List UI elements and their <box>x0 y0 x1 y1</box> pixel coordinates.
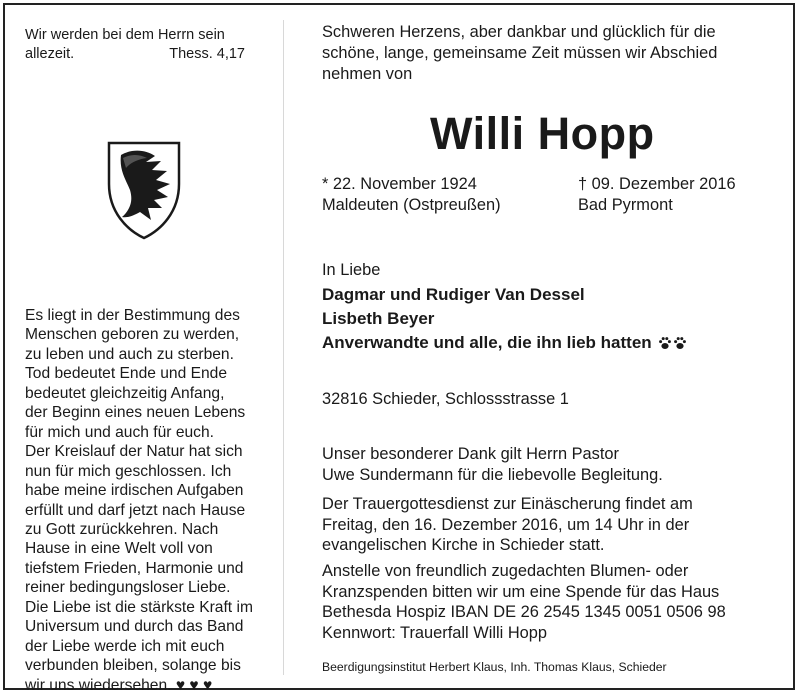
verse-line-1: Wir werden bei dem Herrn sein <box>25 27 225 43</box>
poem-line: erfüllt und darf jetzt nach Hause <box>25 501 246 519</box>
poem-line: Es liegt in der Bestimmung des <box>25 307 240 324</box>
poem-line: Die Liebe ist die stärkste Kraft im <box>25 598 253 616</box>
poem-line: verbunden bleiben, solange bis <box>25 657 241 675</box>
mourner-line: Anverwandte und alle, die ihn lieb hatten <box>322 333 652 352</box>
intro-line: Schweren Herzens, aber dankbar und glücklich für die <box>322 23 716 41</box>
bible-verse <box>25 26 275 64</box>
poem-line: zu leben und auch zu sterben. <box>25 345 234 363</box>
intro-text <box>322 22 782 85</box>
service-line: evangelischen Kirche in Schieder statt. <box>322 536 605 554</box>
mourner-line: Lisbeth Beyer <box>322 309 435 328</box>
service-line: Der Trauergottesdienst zur Einäscherung findet am <box>322 495 693 513</box>
poem-line: tiefstem Frieden, Harmonie und <box>25 559 244 577</box>
poem-line: Hause in eine Welt voll von <box>25 540 213 558</box>
birth-date: * 22. November 1924 <box>322 175 477 193</box>
donation-line: Anstelle von freundlich zugedachten Blumen- oder <box>322 562 689 580</box>
funeral-service-text <box>322 494 693 556</box>
mourner-line-with-paws <box>322 331 688 355</box>
thanks-line: Unser besonderer Dank gilt Herrn Pastor <box>322 445 619 463</box>
thanks-line: Uwe Sundermann für die liebevolle Begleitung. <box>322 465 663 484</box>
poem-line: wir uns wiedersehen. ♥ ♥ ♥ <box>25 676 213 694</box>
poem-line: der Liebe werde ich mit euch <box>25 637 225 655</box>
poem-line: habe meine irdischen Aufgaben <box>25 482 244 500</box>
poem-line: nun für mich geschlossen. Ich <box>25 462 232 480</box>
donation-line: Kranzspenden bitten wir um eine Spende für das Haus <box>322 582 720 601</box>
mourner-line: Dagmar und Rudiger Van Dessel <box>322 285 585 304</box>
thanks-text <box>322 444 663 485</box>
donation-line: Bethesda Hospiz IBAN DE 26 2545 1345 0051 0506 98 <box>322 603 726 621</box>
paw-prints-icon <box>658 335 688 351</box>
death-info <box>578 174 736 216</box>
birth-place: Maldeuten (Ostpreußen) <box>322 196 501 214</box>
verse-reference: Thess. 4,17 <box>169 46 245 62</box>
poem-line: für mich und auch für euch. <box>25 423 214 441</box>
poem-line: zu Gott zurückkehren. Nach <box>25 520 219 538</box>
death-place: Bad Pyrmont <box>578 196 673 214</box>
column-divider <box>283 20 284 675</box>
poem-line: der Beginn eines neuen Lebens <box>25 404 246 422</box>
donation-request-text <box>322 561 726 643</box>
undertaker-footer: Beerdigungsinstitut Herbert Klaus, Inh. Thomas Klaus, Schieder <box>322 660 667 674</box>
farewell-poem <box>25 306 280 695</box>
mourners-intro: In Liebe <box>322 261 381 279</box>
intro-line: schöne, lange, gemeinsame Zeit müssen wir Abschied <box>322 44 718 62</box>
poem-line: Tod bedeutet Ende und Ende <box>25 365 228 383</box>
eagle-wing-shield-icon <box>105 140 183 240</box>
poem-line: reiner bedingungsloser Liebe. <box>25 579 231 597</box>
family-address: 32816 Schieder, Schlossstrasse 1 <box>322 390 569 408</box>
poem-line: Der Kreislauf der Natur hat sich <box>25 443 243 461</box>
birth-info <box>322 174 501 216</box>
deceased-name: Willi Hopp <box>430 108 655 159</box>
mourners-list <box>322 283 688 355</box>
death-date: † 09. Dezember 2016 <box>578 175 736 193</box>
poem-line: bedeutet gleichzeitig Anfang, <box>25 384 225 402</box>
service-line: Freitag, den 16. Dezember 2016, um 14 Uhr in der <box>322 515 690 534</box>
donation-line: Kennwort: Trauerfall Willi Hopp <box>322 623 548 642</box>
intro-line: nehmen von <box>322 65 413 83</box>
verse-line-2: allezeit. <box>25 46 75 62</box>
poem-line: Menschen geboren zu werden, <box>25 326 240 344</box>
poem-line: Universum und durch das Band <box>25 618 244 636</box>
